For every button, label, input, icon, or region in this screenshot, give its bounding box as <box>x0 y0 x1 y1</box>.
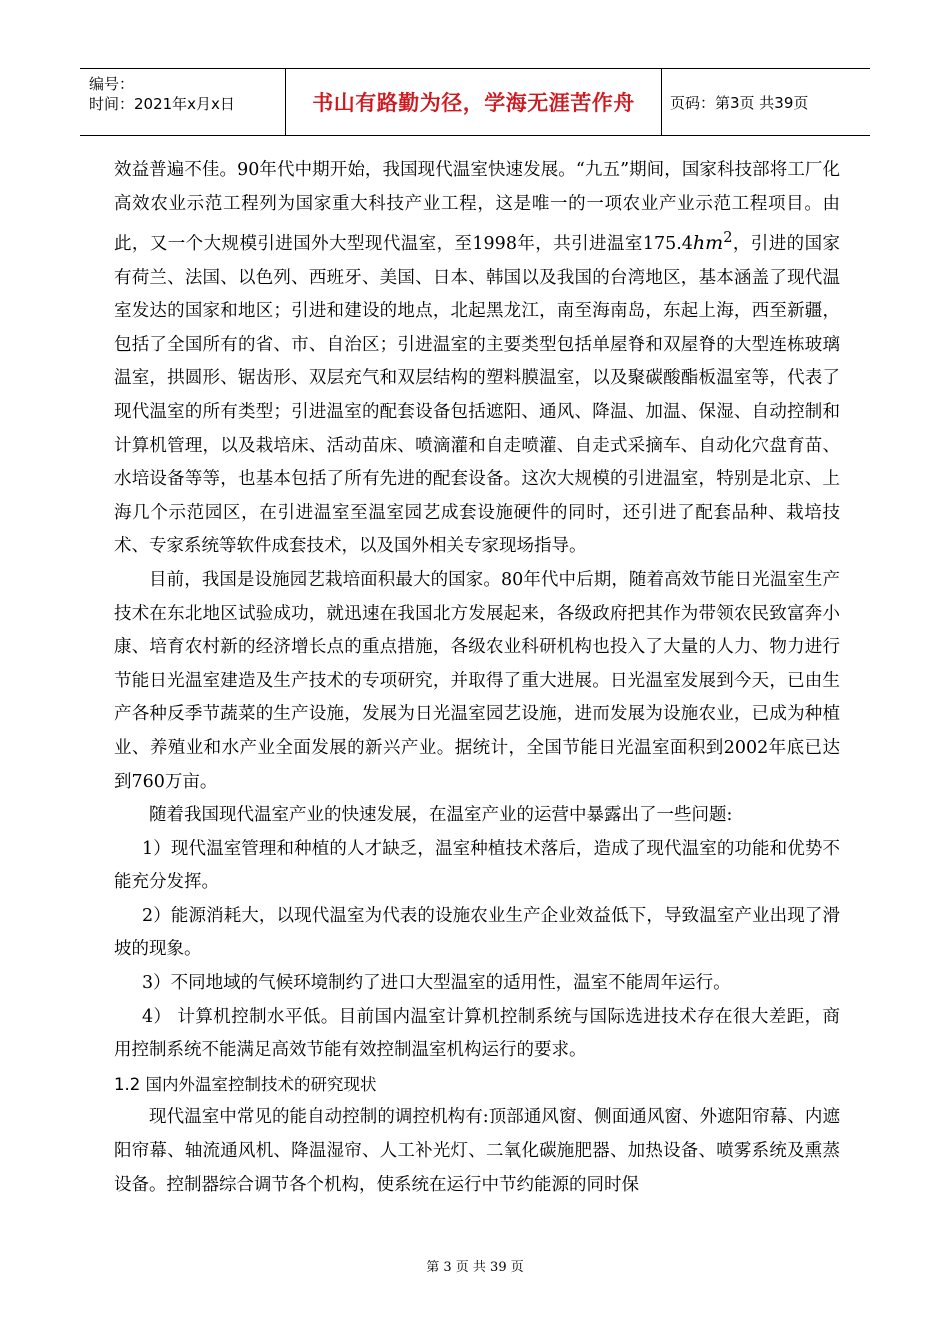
paragraph-text: 效益普遍不佳。90年代中期开始，我国现代温室快速发展。“九五”期间，国家科技部将工厂化高效农业示范工程列为国家重大科技产业工程，这是唯一的一项农业产业示范工程项目。由此，又一个大规模引进国外大型现代温室，至1998年，共引进温室175.4 <box>114 160 840 255</box>
paragraph <box>114 154 840 564</box>
paragraph: 随着我国现代温室产业的快速发展，在温室产业的运营中暴露出了一些问题: <box>149 805 733 826</box>
unit-hm: hm <box>692 232 724 255</box>
page-footer: 第 3 页 共 39 页 <box>426 1260 524 1275</box>
header-page-info: 页码：第3页 共39页 <box>670 93 809 112</box>
paragraph: 现代温室中常见的能自动控制的调控机构有:顶部通风窗、侧面通风窗、外遮阳帘幕、内遮阳帘幕、轴流通风机、降温湿帘、人工补光灯、二氧化碳施肥器、加热设备、喷雾系统及熏蒸设备。控制器综合调节各个机构，使系统在运行中节约能源的同时保 <box>114 1107 840 1195</box>
list-item: 1）现代温室管理和种植的人才缺乏，温室种植技术落后，造成了现代温室的功能和优势不能充分发挥。 <box>114 838 840 893</box>
section-heading: 1.2 国内外温室控制技术的研究现状 <box>114 1074 377 1094</box>
page-header <box>80 68 870 136</box>
paragraph: 目前，我国是设施园艺栽培面积最大的国家。80年代中后期，随着高效节能日光温室生产技术在东北地区试验成功，就迅速在我国北方发展起来，各级政府把其作为带领农民致富奔小康、培育农村新的经济增长点的重点措施，各级农业科研机构也投入了大量的人力、物力进行节能日光温室建造及生产技术的专项研究，并取得了重大进展。日光温室发展到今天，已由生产各种反季节蔬菜的生产设施，发展为日光温室园艺设施，进而发展为设施农业，已成为种植业、养殖业和水产业全面发展的新兴产业。据统计，全国节能日光温室面积到2002年底已达到760万亩。 <box>114 569 840 792</box>
list-item: 2）能源消耗大，以现代温室为代表的设施农业生产企业效益低下，导致温室产业出现了滑坡的现象。 <box>114 905 840 960</box>
number-label: 编号： <box>89 75 135 93</box>
motto-text: 书山有路勤为径，学海无涯苦作舟 <box>312 91 635 115</box>
paragraph-text: ，引进的国家有荷兰、法国、以色列、西班牙、美国、日本、韩国以及我国的台湾地区，基本涵盖了现代温室发达的国家和地区；引进和建设的地点，北起黑龙江，南至海南岛，东起上海，西至新疆，包括了全国所有的省、市、自治区；引进温室的主要类型包括单屋脊和双屋脊的大型连栋玻璃温室，拱圆形、锯齿形、双层充气和双层结构的塑料膜温室，以及聚碳酸酯板温室等，代表了现代温室的所有类型；引进温室的配套设备包括遮阳、通风、降温、加温、保湿、自动控制和计算机管理，以及栽培床、活动苗床、喷滴灌和自走喷灌、自走式采摘车、自动化穴盘育苗、水培设备等等，也基本包括了所有先进的配套设备。这次大规模的引进温室，特别是北京、上海几个示范园区，在引进温室至温室园艺成套设施硬件的同时，还引进了配套品种、栽培技术、专家系统等软件成套技术，以及国外相关专家现场指导。 <box>114 234 840 557</box>
document-body <box>114 154 840 1202</box>
header-motto <box>286 69 662 135</box>
list-item: 4） 计算机控制水平低。目前国内温室计算机控制系统与国际选进技术存在很大差距，商用控制系统不能满足高效节能有效控制温室机构运行的要求。 <box>114 1006 840 1061</box>
date-label: 时间：2021年x月x日 <box>89 95 235 113</box>
header-meta <box>80 69 286 135</box>
unit-superscript: 2 <box>723 229 733 247</box>
list-item: 3）不同地域的气候环境制约了进口大型温室的适用性，温室不能周年运行。 <box>142 973 731 994</box>
